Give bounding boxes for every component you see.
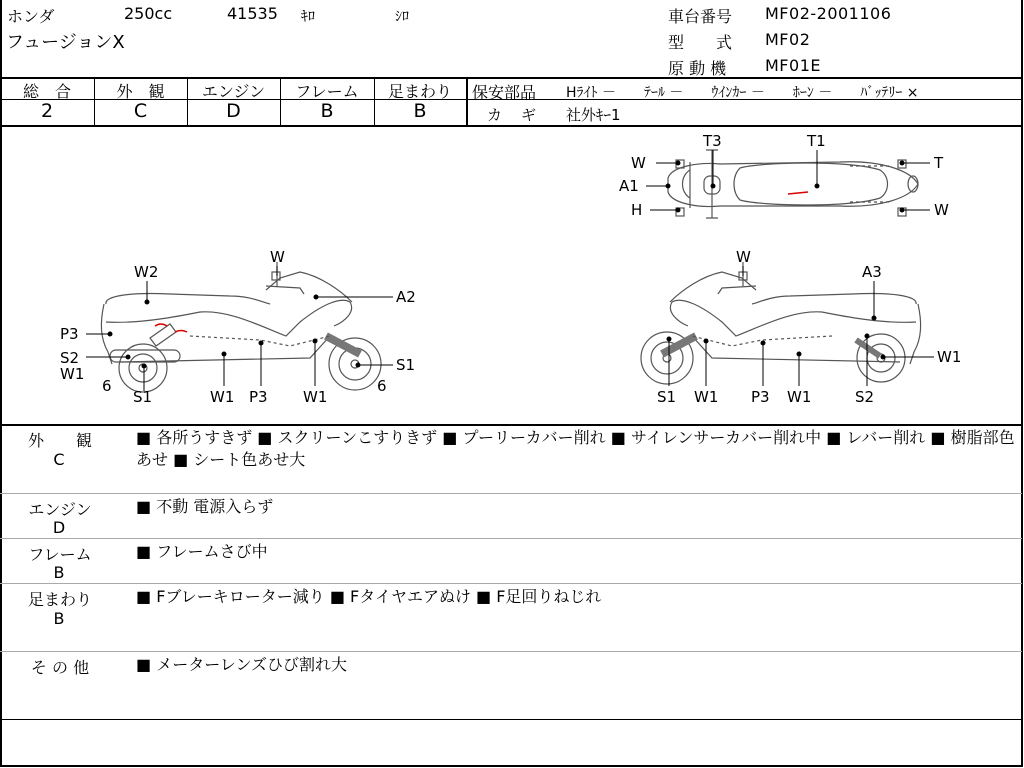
left-label-a2: A2 — [396, 288, 416, 306]
top-label-t3: T3 — [703, 132, 722, 150]
section-label-suspension: 足まわり — [27, 590, 92, 609]
grade-divider — [466, 78, 468, 125]
grade-value-suspension: B — [413, 100, 427, 122]
right-label-w1-mid: W1 — [787, 388, 812, 406]
top-label-w-lower: W — [934, 201, 949, 219]
left-label-w1-mid: W1 — [210, 388, 235, 406]
section-grade-engine: D — [52, 518, 66, 537]
section-grade-frame: B — [53, 563, 65, 582]
left-label-s1-front: S1 — [396, 356, 416, 374]
section-label-frame: フレーム — [28, 545, 92, 564]
section-grade-exterior: C — [53, 450, 65, 469]
left-label-6-rear: 6 — [102, 377, 112, 395]
right-label-w1-front: W1 — [694, 388, 719, 406]
section-text-exterior: ■ 各所うすきず ■ スクリーンこすりきず ■ プーリーカバー削れ ■ サイレンサーカバー削れ中 ■ レバー削れ ■ 樹脂部色あせ ■ シート色あせ大 — [136, 428, 1015, 469]
top-label-t1: T1 — [807, 132, 826, 150]
damage-diagram — [0, 126, 1022, 424]
section-text-other: ■ メーターレンズひび割れ大 — [136, 655, 348, 674]
left-label-6-front: 6 — [377, 377, 387, 395]
section-text-frame: ■ フレームさび中 — [136, 542, 268, 561]
mileage: 41535 — [227, 4, 278, 23]
section-divider — [0, 583, 1022, 584]
top-label-t: T — [934, 154, 944, 172]
maker: ホンダ — [7, 7, 55, 26]
engine-label: 原 動 機 — [668, 59, 727, 78]
model-name: フュージョンX — [6, 32, 125, 53]
left-label-s1-rear: S1 — [133, 388, 153, 406]
top-view-scooter — [668, 150, 918, 218]
safety-parts: Hﾗｲﾄ － ﾃｰﾙ － ｳｲﾝｶｰ － ﾎｰﾝ － ﾊﾞｯﾃﾘｰ × — [566, 85, 919, 101]
grade-value-engine: D — [226, 100, 241, 122]
section-label-engine: エンジン — [28, 500, 92, 519]
right-label-w1-rear: W1 — [937, 348, 962, 366]
grade-label-exterior: 外 観 — [116, 82, 165, 101]
section-label-other: そ の 他 — [30, 658, 90, 677]
left-view-scooter — [101, 262, 381, 392]
frame-no-label: 車台番号 — [668, 7, 733, 26]
model-code-label: 型 式 — [668, 33, 733, 52]
grade-label-engine: エンジン — [201, 82, 266, 101]
right-label-s1: S1 — [657, 388, 677, 406]
left-label-s2: S2 — [60, 349, 80, 367]
left-label-p3-rear: P3 — [60, 325, 79, 343]
right-label-w: W — [736, 248, 751, 266]
model-code: MF02 — [765, 30, 811, 49]
key-label: カ ギ — [487, 106, 539, 124]
section-label-exterior: 外 観 — [27, 431, 92, 450]
section-divider — [0, 719, 1022, 720]
section-divider — [0, 493, 1022, 494]
engine-code: MF01E — [765, 56, 821, 75]
left-label-p3-mid: P3 — [249, 388, 268, 406]
grade-value-exterior: C — [133, 100, 148, 122]
left-label-w: W — [270, 248, 285, 266]
grade-label-frame: フレーム — [295, 82, 359, 101]
frame-no: MF02-2001106 — [765, 4, 892, 23]
top-label-h: H — [631, 201, 643, 219]
left-label-w1-front: W1 — [303, 388, 328, 406]
key-value: 社外ｷｰ1 — [566, 106, 621, 124]
left-label-w1-rear: W1 — [60, 365, 85, 383]
top-label-a1: A1 — [619, 177, 639, 195]
section-text-engine: ■ 不動 電源入らず — [136, 497, 274, 516]
section-grade-suspension: B — [53, 609, 65, 628]
section-divider — [0, 651, 1022, 652]
top-label-w-upper: W — [631, 154, 646, 172]
mileage-unit: ｷﾛ — [301, 9, 315, 25]
left-label-w2: W2 — [134, 263, 159, 281]
grade-label-overall: 総 合 — [22, 82, 71, 101]
safety-label: 保安部品 — [472, 83, 537, 102]
right-label-p3: P3 — [751, 388, 770, 406]
displacement: 250cc — [124, 4, 173, 23]
section-divider — [0, 538, 1022, 539]
section-text-suspension: ■ Fブレーキローター減り ■ Fタイヤエアぬけ ■ F足回りねじれ — [136, 587, 602, 606]
right-label-a3: A3 — [862, 263, 882, 281]
grade-label-suspension: 足まわり — [387, 82, 452, 101]
right-label-s2: S2 — [855, 388, 875, 406]
grade-value-overall: 2 — [40, 100, 54, 122]
diagram-bottom-line — [0, 424, 1022, 426]
grade-value-frame: B — [320, 100, 334, 122]
color: ｼﾛ — [395, 9, 409, 25]
